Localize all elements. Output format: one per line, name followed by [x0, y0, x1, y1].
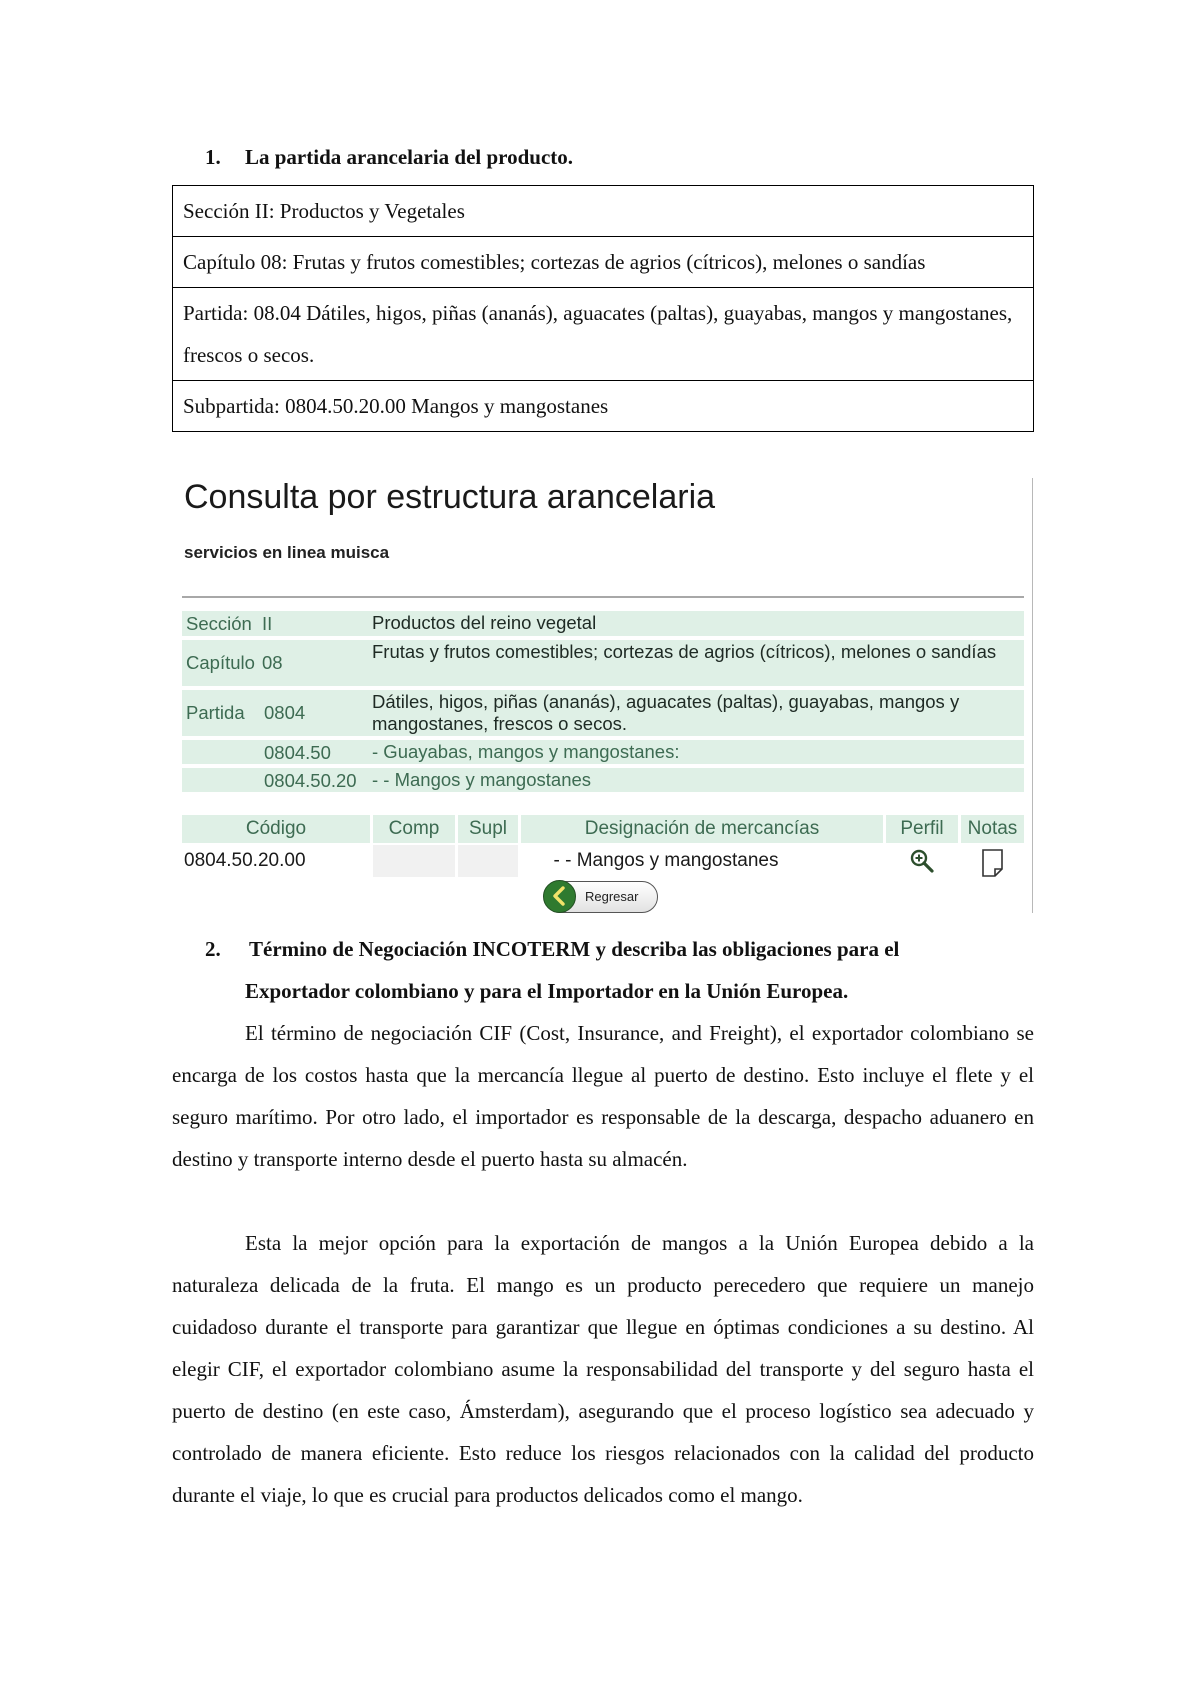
capitulo-cell: Capítulo 08: Frutas y frutos comestibles; cortezas de agrios (cítricos), melones o sandías — [173, 237, 1034, 288]
section-1-number: 1. — [205, 145, 221, 169]
header-designacion: Designación de mercancías — [584, 818, 820, 839]
cif-justification-paragraph: Esta la mejor opción para la exportación de mangos a la Unión Europea debido a la naturaleza delicada de la fruta. El mango es un producto perecedero que requiere un manejo cuidadoso durante el transporte para garantizar que llegue en óptimas condiciones a su destino. Al elegir CIF, el exportador colombiano asume la responsabilidad del transporte y del seguro hasta el puerto de destino (en este caso, Ámsterdam), asegurando que el proceso logístico sea adecuado y controlado de manera eficiente. Esto reduce los riesgos relacionados con la calidad del producto durante el viaje, lo que es crucial para productos delicados como el mango. — [172, 1231, 1034, 1507]
hierarchy-desc: - - Mangos y mangostanes — [372, 769, 592, 790]
hierarchy-code: 0804.50 — [264, 742, 331, 763]
consulta-subtitle: servicios en linea muisca — [184, 543, 390, 562]
hierarchy-label: Sección — [186, 613, 252, 634]
consulta-screenshot — [172, 478, 1032, 913]
hierarchy-code: II — [262, 613, 273, 634]
regresar-button[interactable] — [544, 881, 658, 913]
hierarchy-row-partida — [182, 690, 1024, 736]
hierarchy-desc: Frutas y frutos comestibles; cortezas de agrios (cítricos), melones o sandías — [372, 641, 997, 662]
header-codigo: Código — [245, 818, 307, 839]
results-header-row — [182, 815, 1024, 843]
hierarchy-code: 0804 — [264, 702, 306, 723]
section-1-title: La partida arancelaria del producto. — [245, 145, 574, 169]
consulta-title: Consulta por estructura arancelaria — [184, 478, 716, 516]
partida-cell: Partida: 08.04 Dátiles, higos, piñas (ananás), aguacates (paltas), guayabas, mangos y mangostanes, frescos o secos. — [173, 288, 1034, 381]
section-2-number: 2. — [205, 937, 221, 961]
arrow-left-icon — [543, 880, 576, 913]
divider — [182, 596, 1024, 598]
result-comp — [373, 845, 455, 877]
tariff-classification-table — [172, 185, 1034, 432]
header-comp: Comp — [388, 818, 440, 839]
header-supl: Supl — [468, 818, 508, 839]
hierarchy-label: Partida — [186, 702, 245, 723]
table-row — [173, 186, 1034, 237]
header-perfil: Perfil — [900, 818, 944, 839]
table-row — [173, 288, 1034, 381]
table-row — [173, 381, 1034, 432]
hierarchy-row-seccion — [182, 611, 1024, 636]
cif-paragraph: El término de negociación CIF (Cost, Insurance, and Freight), el exportador colombiano se encarga de los costos hasta que la mercancía llegue al puerto de destino. Esto incluye el flete y el seguro marítimo. Por otro lado, el importador es responsable de la descarga, despacho aduanero en destino y transporte interno desde el puerto hasta su almacén. — [172, 1021, 1034, 1171]
screenshot-border — [1032, 478, 1034, 913]
hierarchy-row-capitulo — [182, 640, 1024, 686]
subpartida-cell: Subpartida: 0804.50.20.00 Mangos y mangostanes — [173, 381, 1034, 432]
regresar-label: Regresar — [585, 889, 639, 904]
hierarchy-desc: Productos del reino vegetal — [372, 612, 597, 633]
hierarchy-label: Capítulo — [186, 652, 255, 673]
result-designacion: - - Mangos y mangostanes — [553, 850, 779, 871]
hierarchy-row-subpartida-detalle — [182, 768, 1024, 792]
section-2-title-line2: Exportador colombiano y para el Importador en la Unión Europea. — [245, 979, 849, 1003]
hierarchy-table — [182, 611, 1024, 796]
hierarchy-code: 08 — [262, 652, 283, 673]
table-row — [182, 845, 1024, 877]
header-notas: Notas — [967, 818, 1018, 839]
result-supl — [458, 845, 518, 877]
magnifier-icon[interactable] — [886, 845, 958, 877]
section-2-title-line1: Término de Negociación INCOTERM y describa las obligaciones para el — [249, 937, 900, 961]
hierarchy-row-subpartida — [182, 740, 1024, 764]
hierarchy-desc: - Guayabas, mangos y mangostanes: — [372, 741, 680, 762]
hierarchy-desc: Dátiles, higos, piñas (ananás), aguacates (paltas), guayabas, mangos y mangostanes, frescos o secos. — [372, 691, 960, 734]
table-row — [173, 237, 1034, 288]
results-table — [182, 815, 1024, 877]
result-codigo[interactable]: 0804.50.20.00 — [184, 850, 306, 871]
seccion-cell: Sección II: Productos y Vegetales — [173, 186, 1034, 237]
hierarchy-code: 0804.50.20 — [264, 770, 357, 791]
note-icon[interactable] — [961, 845, 1024, 877]
